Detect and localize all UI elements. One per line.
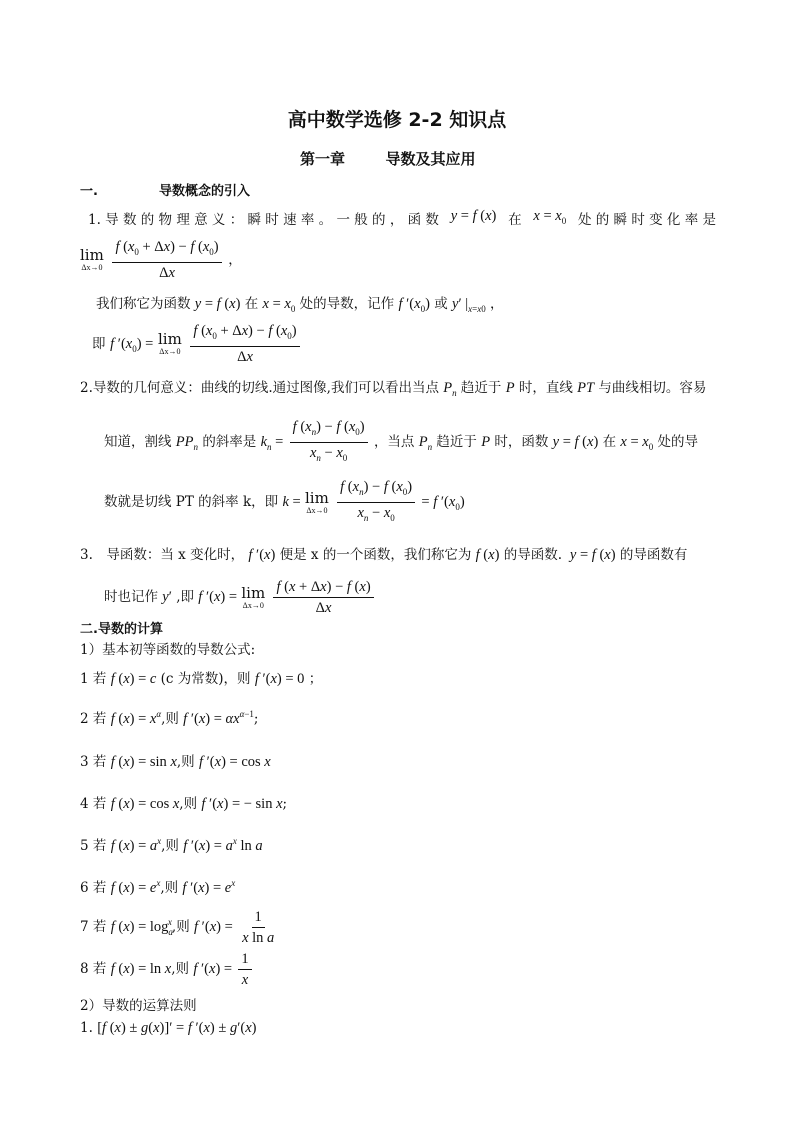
item1-line2-d: 或 [434, 296, 448, 312]
rule-5-sep: ,则 [161, 838, 179, 854]
formula-k-limit: k = [282, 493, 301, 510]
item1-line2 [96, 292, 504, 314]
item1-comma: ， [228, 251, 242, 268]
rule-6: 6 若 f $(x) = e^x$,则 f $'(x) = e^x$ [80, 878, 236, 896]
rule-8: 8 若 f (x) = ln x,则 f ′(x) = $\frac{1}{x}$ [80, 950, 254, 989]
item2-g: ，当点 [373, 433, 415, 450]
rule-2-end: ; [253, 711, 259, 727]
formula-yprime-at-x0: y′ $|_{x=x0}$ [452, 296, 486, 314]
formula-y-eq-fx-3: y = f (x) [552, 433, 599, 450]
item2-j: 在 [602, 433, 617, 450]
formula-x-eq-x0-3: $x = x_0$ [620, 433, 654, 452]
item3-b: 便是 x 的一个函数，我们称它为 [279, 547, 472, 563]
rule-2-sep: ,则 [161, 711, 179, 727]
item1-line3-a: 即 [92, 335, 106, 352]
section2-sub2: 2）导数的运算法则 [80, 998, 197, 1014]
item2-e: 知道，割线 [104, 433, 172, 450]
item2-k: 处的导 [657, 433, 698, 450]
item3-f: ,即 [176, 589, 194, 605]
rule-6-sep: ,则 [160, 880, 179, 896]
formula-PPn: $PP_n$ [175, 433, 199, 452]
chapter-heading [300, 148, 476, 169]
op-rule-1-n: 1. [80, 1020, 93, 1036]
rule-5-n: 5 若 [80, 838, 107, 854]
rule-5: 5 若 f $(x) = a^x$,则 f $'(x) = a^x$ ln a [80, 836, 263, 854]
rule-4-n: 4 若 [80, 796, 107, 812]
item1-line2-c: 处的导数，记作 [299, 296, 395, 312]
section1-heading [80, 180, 250, 199]
formula-y-eq-fx: y = f (x) [450, 208, 497, 224]
formula-P: P [505, 380, 515, 396]
section1-number: 一. [80, 184, 98, 199]
rule-1-n: 1 若 [80, 671, 107, 687]
item2-line1 [80, 376, 706, 398]
rule-7-n: 7 若 [80, 919, 107, 935]
formula-fx: f (x) [475, 547, 500, 563]
formula-fprime-x: f ′(x) [248, 547, 276, 563]
rule-3-n: 3 若 [80, 754, 107, 770]
rule-1-end: ； [308, 671, 323, 687]
formula-y-eq-fx-2: y = f (x) [194, 296, 241, 312]
formula-Pn-2: $P_n$ [418, 433, 433, 452]
item1-mid1: 在 [508, 212, 522, 228]
rule-1-cond: (c 为常数)，则 [160, 671, 251, 687]
rule-4: 4 若 f (x) = cos x,则 f ′(x) = − sin x; [80, 796, 288, 812]
formula-derivative-limit: lim Δx→0 $\frac{f (x_0 + \Delta x) - f (x_0)}{\Delta x}$ ， [80, 239, 242, 281]
chapter-name: 导数及其应用 [385, 150, 476, 168]
item2-l: 数就是切线 PT 的斜率 k，即 [104, 493, 279, 510]
rule-6-n: 6 若 [80, 880, 107, 896]
rule-1: 1 若 f (x) = c (c 为常数)，则 f ′(x) = 0 ； [80, 671, 323, 687]
item1-mid2: 处 的 瞬 时 变 化 率 是 [577, 212, 716, 228]
item2-c: 时，直线 [518, 380, 573, 396]
section1-title: 导数概念的引入 [159, 184, 251, 199]
formula-PT: PT [577, 380, 595, 396]
item2-i: 时，函数 [494, 433, 549, 450]
op-rule-1: 1. [f (x) ± g(x)]′ = f ′(x) ± g′(x) [80, 1020, 257, 1036]
item3-d: 的导函数有 [619, 547, 688, 563]
item3-line2: 时也记作 y′ ,即 f ′(x) = lim Δx→0 $\frac{f (x + \Delta x) - f (x)}{\Delta x}$ [104, 578, 376, 617]
item3-e: 时也记作 [104, 589, 158, 605]
formula-yprime: y′ [162, 589, 172, 605]
section2-heading: 二.导数的计算 [80, 622, 163, 637]
formula-slope-fraction: $\frac{f (x_n) - f (x_0)}{x_n - x_0}$ [290, 418, 368, 467]
formula-fprime-x0: f $'(x_0)$ [398, 296, 430, 314]
rule-2-n: 2 若 [80, 711, 107, 727]
formula-kn: $k_n$ = [260, 433, 284, 452]
rule-4-end: ; [282, 796, 288, 812]
item1-lead-text: 1. 导 数 的 物 理 意 义 ： 瞬 时 速 率 。 一 般 的 ， 函 数 [88, 212, 439, 228]
item1-line1 [88, 208, 716, 228]
item1-line2-a: 我们称它为函数 [96, 296, 191, 312]
rule-4-sep: ,则 [179, 796, 198, 812]
item1-line2-end: ， [490, 296, 504, 312]
item2-b: 趋近于 [460, 380, 502, 396]
formula-Pn: $P_n$ [443, 380, 457, 398]
rule-3-sep: ,则 [176, 754, 195, 770]
rule-3: 3 若 f (x) = sin x,则 f ′(x) = cos x [80, 754, 271, 770]
section2-sub1: 1）基本初等函数的导数公式: [80, 642, 256, 658]
rule-8-sep: ,则 [171, 961, 190, 977]
item2-f: 的斜率是 [202, 433, 257, 450]
item3-a: 3. 导函数：当 x 变化时， [80, 547, 245, 563]
item3-line1 [80, 543, 687, 564]
rule-2: 2 若 f $(x) = x^\alpha$,则 f $'(x) = \alpha x^{\alpha-1}$; [80, 709, 259, 727]
item1-line2-b: 在 [244, 296, 259, 312]
item2-line3: 数就是切线 PT 的斜率 k，即 k = lim Δx→0 $\frac{f (x_n) - f (x_0)}{x_n - x_0}$ = f $'(x_0)$ [104, 479, 465, 523]
item2-line2 [104, 418, 698, 467]
formula-x-eq-x0: $x = x_0$ [533, 208, 567, 226]
item2-d: 与曲线相切。容易 [598, 380, 707, 396]
rule-7-sep: ,则 [171, 919, 190, 935]
item3-c: 的导函数. [503, 547, 562, 563]
page-title: 高中数学选修 2-2 知识点 [287, 109, 507, 131]
rule-8-n: 8 若 [80, 961, 107, 977]
rule-7: 7 若 f $(x) = \log_a^x$,则 f ′(x) = $\frac{1}{\text{x ln a}}$ [80, 909, 275, 946]
item2-a: 2.导数的几何意义：曲线的切线.通过图像,我们可以看出当点 [80, 380, 439, 396]
item1-line3: 即 f $'(x_0)$ = lim Δx→0 $\frac{f (x_0 + \Delta x) - f (x_0)}{\Delta x}$ [92, 322, 302, 366]
formula-x-eq-x0-2: $x = x_0$ [262, 296, 296, 314]
formula-P-2: P [481, 433, 491, 450]
chapter-label: 第一章 [300, 150, 346, 168]
formula-y-eq-fx-4: y = f (x) [566, 547, 616, 563]
item2-h: 趋近于 [436, 433, 477, 450]
